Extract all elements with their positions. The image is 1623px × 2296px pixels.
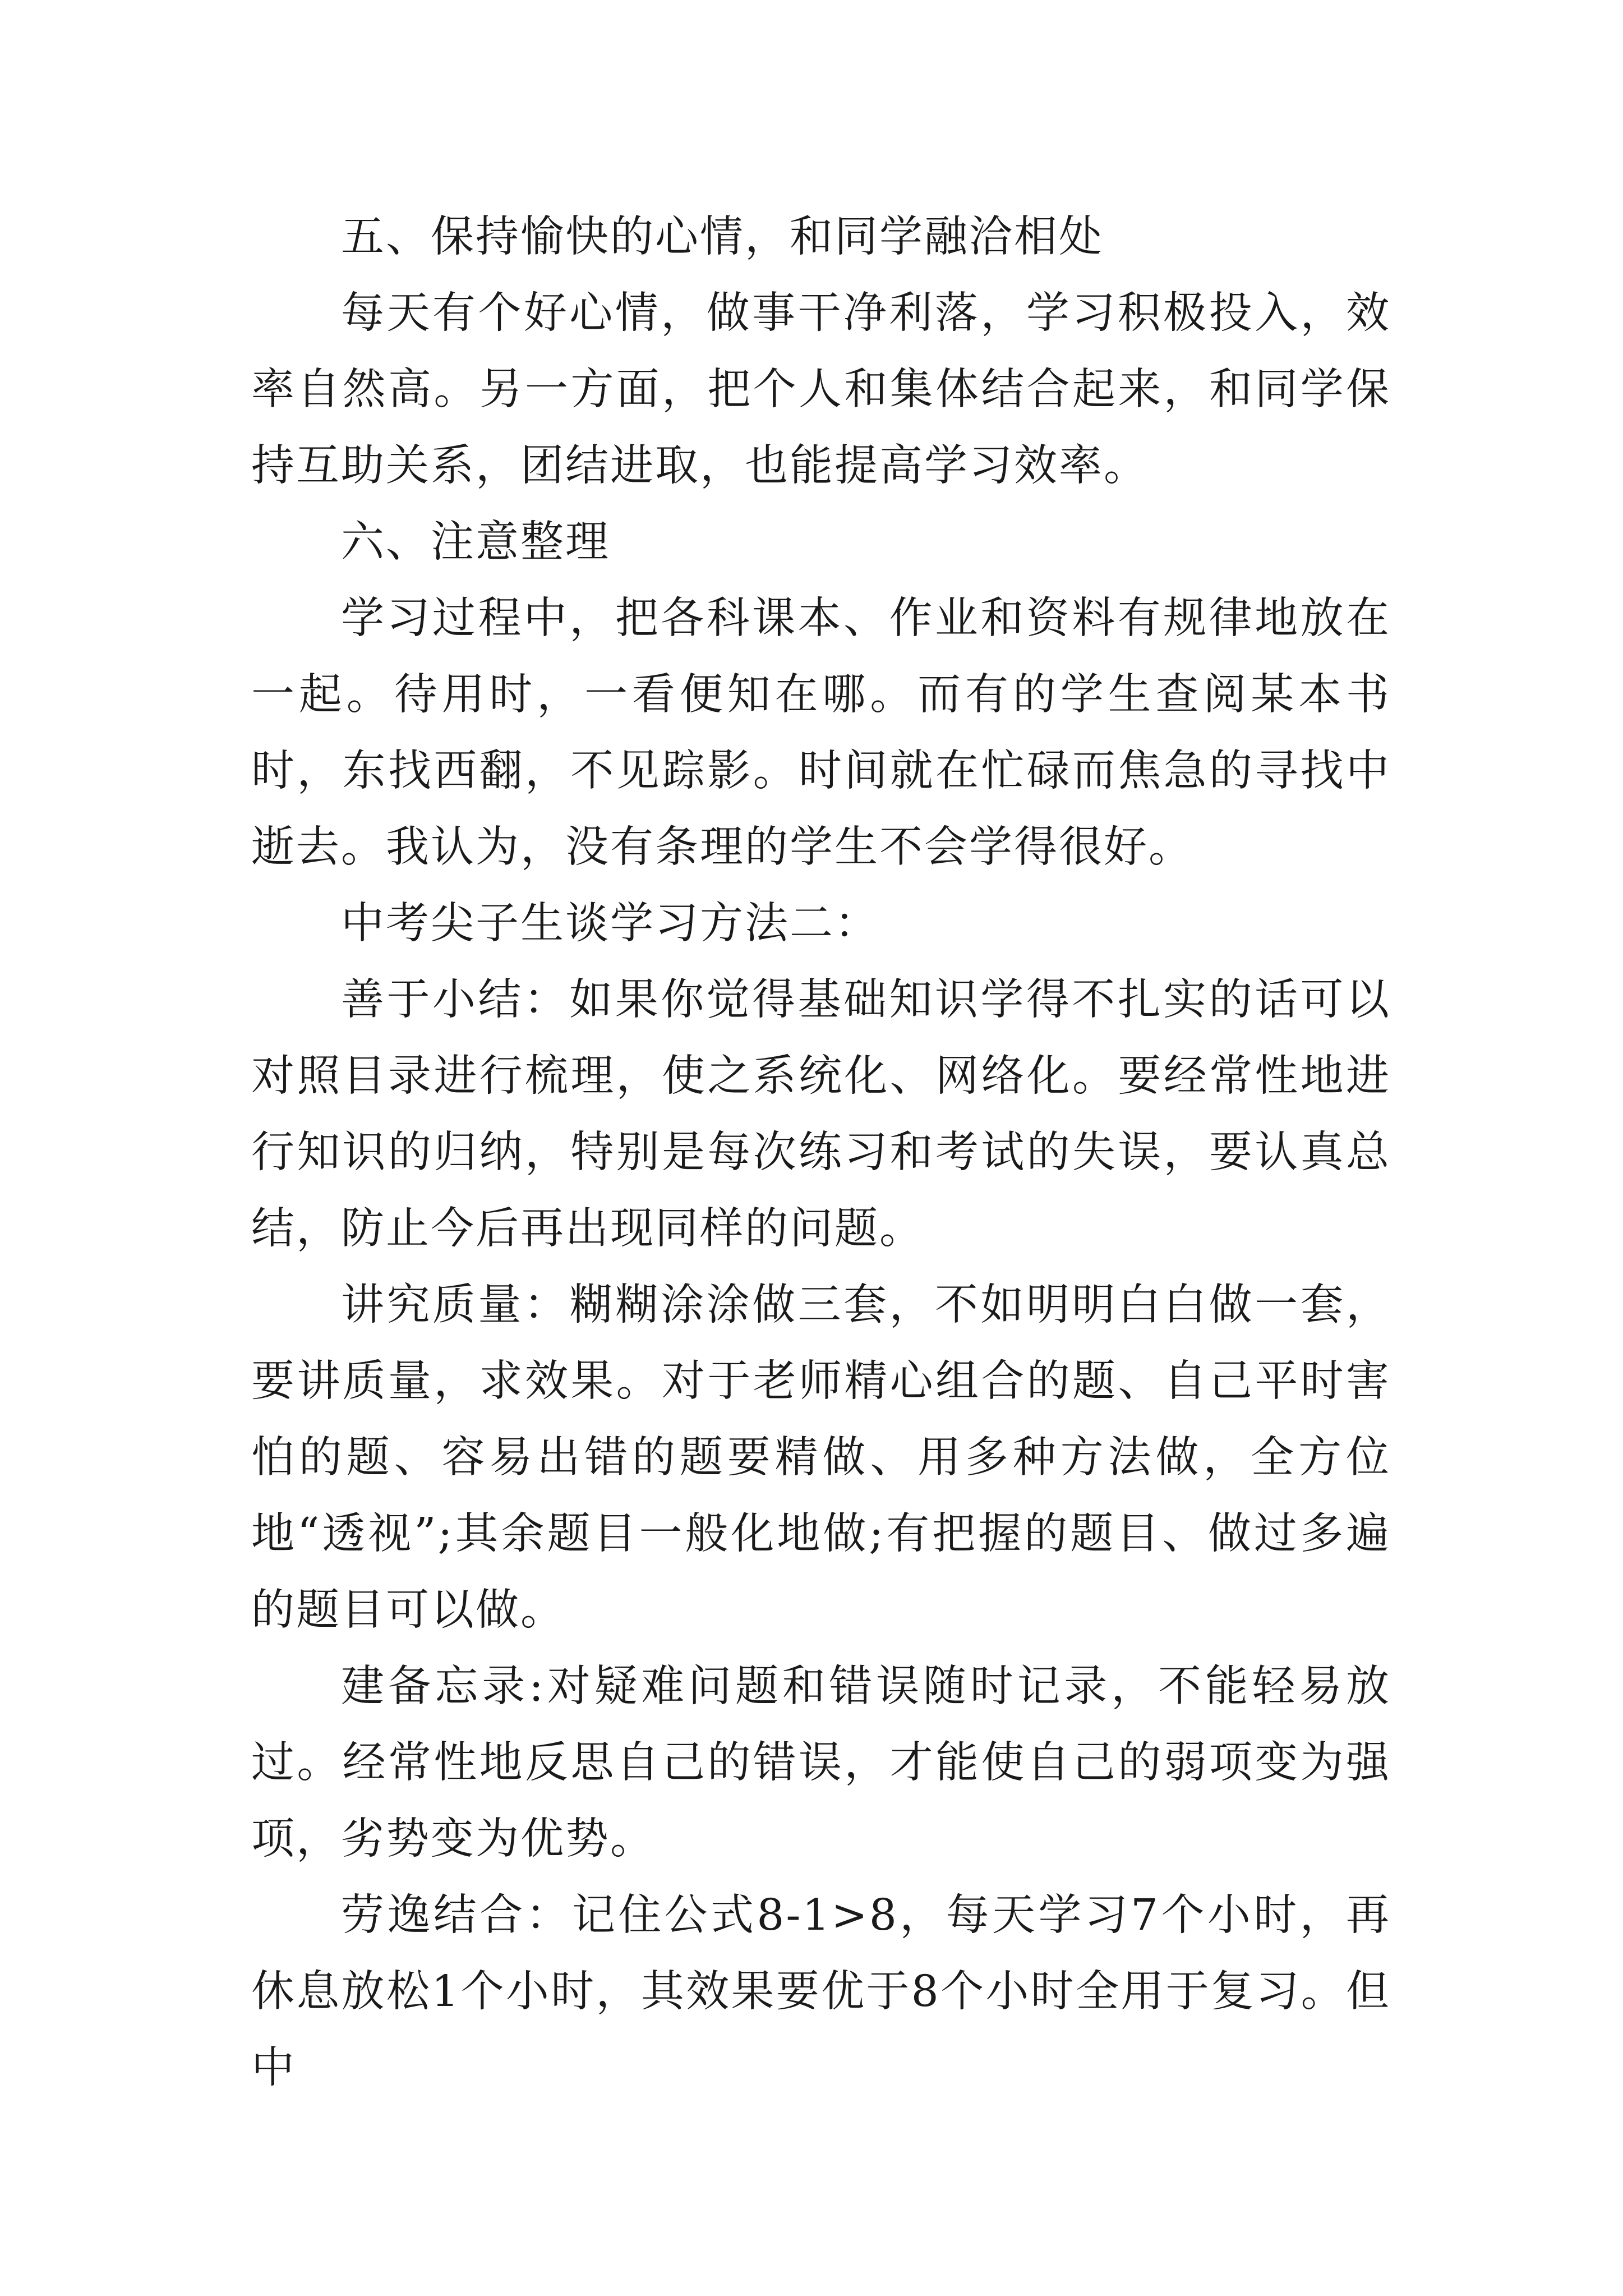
heading-keep-happy: 五、保持愉快的心情，和同学融洽相处	[341, 212, 1104, 262]
paragraph-organize: 学习过程中，把各科课本、作业和资料有规律地放在一起。待用时，一看便知在哪。而有的学生查阅某本书时，东找西翻，不见踪影。时间就在忙碌而焦急的寻找中逝去。我认为，没有条理的学生不会学得很好。	[251, 593, 1391, 872]
paragraph-memo: 建备忘录:对疑难问题和错误随时记录，不能轻易放过。经常性地反思自己的错误，才能使自己的弱项变为强项，劣势变为优势。	[251, 1662, 1391, 1864]
paragraph-quality: 讲究质量：糊糊涂涂做三套，不如明明白白做一套，要讲质量，求效果。对于老师精心组合的题、自己平时害怕的题、容易出错的题要精做、用多种方法做，全方位地“透视”;其余题目一般化地做;有把握的题目、做过多遍的题目可以做。	[251, 1280, 1391, 1635]
heading-method-two: 中考尖子生谈学习方法二：	[341, 899, 879, 949]
paragraph-summarize: 善于小结：如果你觉得基础知识学得不扎实的话可以对照目录进行梳理，使之系统化、网络化。要经常性地进行知识的归纳，特别是每次练习和考试的失误，要认真总结，防止今后再出现同样的问题。	[251, 975, 1391, 1254]
document-body	[251, 199, 1391, 2106]
paragraph-good-mood: 每天有个好心情，做事干净利落，学习积极投入，效率自然高。另一方面，把个人和集体结合起来，和同学保持互助关系，团结进取，也能提高学习效率。	[251, 288, 1391, 491]
heading-organize: 六、注意整理	[341, 517, 610, 567]
paragraph-work-rest: 劳逸结合：记住公式8-1>8，每天学习7个小时，再休息放松1个小时，其效果要优于8个小时全用于复习。但中	[251, 1890, 1391, 2093]
